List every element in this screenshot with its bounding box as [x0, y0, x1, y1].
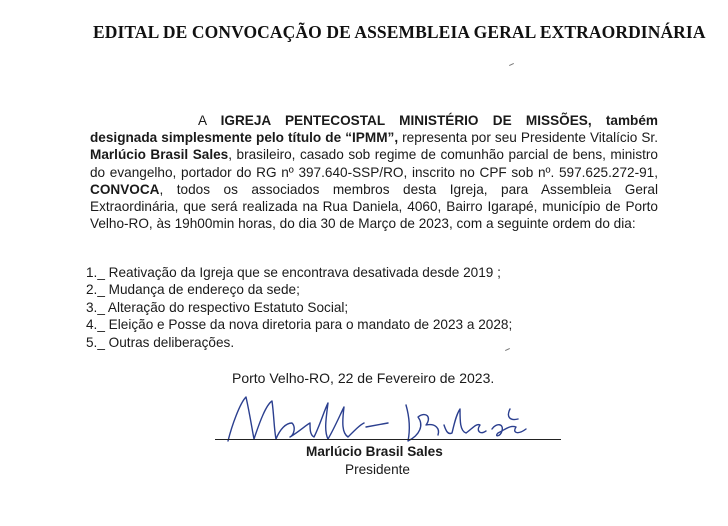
signer-role: Presidente [345, 462, 410, 477]
scan-speck [509, 63, 514, 66]
agenda-item: 3._ Alteração do respectivo Estatuto Social; [86, 299, 349, 315]
opening-text: A [198, 113, 221, 128]
agenda-list [86, 264, 646, 351]
president-details: , brasileiro, casado sob regime de comunhão parcial de bens, ministro do evangelho, portador do RG nº 397.640-SSP/RO, inscrito no CPF sob nº. 597.625.272-91, [90, 147, 658, 180]
document-title: EDITAL DE CONVOCAÇÃO DE ASSEMBLEIA GERAL EXTRAORDINÁRIA [93, 22, 706, 42]
place-and-date: Porto Velho-RO, 22 de Fevereiro de 2023. [232, 370, 495, 386]
represented-by-text: representa por seu Presidente Vitalício Sr. [398, 130, 658, 146]
signer-name: Marlúcio Brasil Sales [306, 444, 443, 459]
agenda-item: 1._ Reativação da Igreja que se encontrava desativada desde 2019 ; [86, 265, 501, 280]
signature-line [215, 439, 561, 440]
church-name: IGREJA PENTECOSTAL MINISTÉRIO DE MISSÕES, também designada simplesmente pelo título de “IPMM”, [90, 113, 659, 146]
agenda-item: 5._ Outras deliberações. [86, 334, 235, 350]
convoca-keyword: CONVOCA [90, 181, 160, 197]
agenda-item: 2._ Mudança de endereço da sede; [86, 282, 300, 298]
convocation-paragraph [90, 112, 658, 232]
president-name: Marlúcio Brasil Sales [90, 147, 229, 163]
agenda-item: 4._ Eleição e Posse da nova diretoria para o mandato de 2023 a 2028; [86, 317, 513, 333]
meeting-details: , todos os associados membros desta Igreja, para Assembleia Geral Extraordinária, que será realizada na Rua Daniela, 4060, Bairro Igarapé, município de Porto Velho-RO, às 19h00min horas, do dia 30 de Março de 2023, com a seguinte ordem do dia: [90, 181, 658, 232]
